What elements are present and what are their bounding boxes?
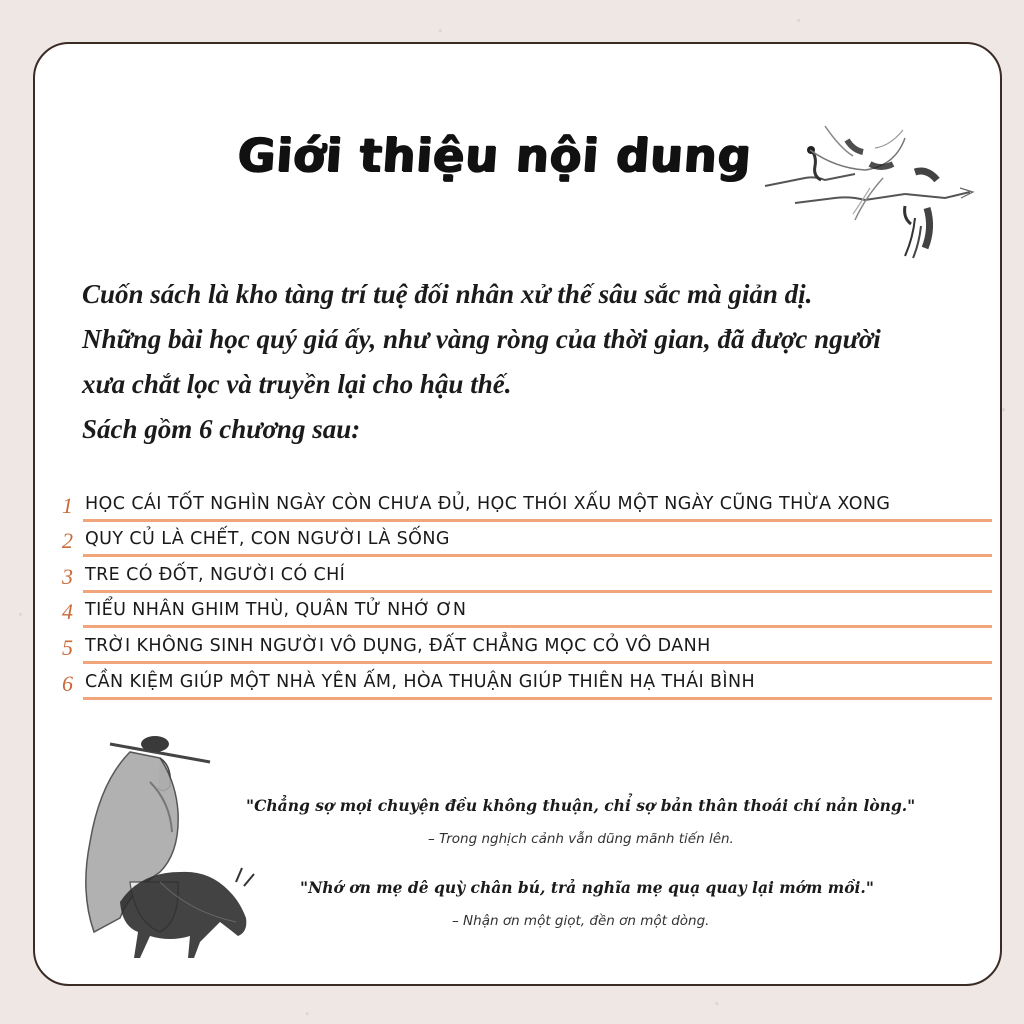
chapter-number: 2 (62, 528, 73, 554)
quote-2-attribution: – Nhận ơn một giọt, đền ơn một dòng. (452, 913, 710, 929)
chapter-title: QUY CỦ LÀ CHẾT, CON NGƯỜI LÀ SỐNG (83, 528, 992, 557)
chapter-title: TRỜI KHÔNG SINH NGƯỜI VÔ DỤNG, ĐẤT CHẲNG MỌC CỎ VÔ DANH (83, 635, 992, 664)
traveler-on-donkey-illustration-icon (60, 722, 260, 962)
intro-paragraph (82, 272, 982, 452)
chapter-list (52, 486, 992, 700)
chapter-item (52, 486, 992, 522)
chapter-item (52, 557, 992, 593)
chapter-title: TRE CÓ ĐỐT, NGƯỜI CÓ CHÍ (83, 564, 992, 593)
chapter-item (52, 522, 992, 558)
chapter-title: TIỂU NHÂN GHIM THÙ, QUÂN TỬ NHỚ ƠN (83, 599, 992, 628)
chapter-item (52, 593, 992, 629)
intro-line-1: Cuốn sách là kho tàng trí tuệ đối nhân xử thế sâu sắc mà giản dị. (82, 279, 813, 309)
chapter-title: HỌC CÁI TỐT NGHÌN NGÀY CÒN CHƯA ĐỦ, HỌC THÓI XẤU MỘT NGÀY CŨNG THỪA XONG (83, 493, 992, 522)
cranes-illustration-icon (755, 108, 980, 263)
chapter-item (52, 664, 992, 700)
chapter-number: 3 (62, 563, 73, 589)
intro-line-3: xưa chắt lọc và truyền lại cho hậu thế. (82, 369, 512, 399)
page-title: Giới thiệu nội dung (236, 128, 754, 182)
chapter-number: 4 (62, 599, 73, 625)
chapter-number: 6 (62, 670, 73, 696)
chapter-title: CẦN KIỆM GIÚP MỘT NHÀ YÊN ẤM, HÒA THUẬN GIÚP THIÊN HẠ THÁI BÌNH (83, 671, 992, 700)
quote-2: "Nhớ ơn mẹ dê quỳ chân bú, trả nghĩa mẹ quạ quay lại mớm mồi." (300, 878, 874, 897)
chapters-lead: Sách gồm 6 chương sau: (82, 414, 361, 444)
chapter-item (52, 628, 992, 664)
chapter-number: 5 (62, 634, 73, 660)
intro-line-2: Những bài học quý giá ấy, như vàng ròng của thời gian, đã được người (82, 324, 881, 354)
chapter-number: 1 (62, 492, 73, 518)
quote-1: "Chẳng sợ mọi chuyện đều không thuận, chỉ sợ bản thân thoái chí nản lòng." (246, 796, 916, 815)
quote-1-attribution: – Trong nghịch cảnh vẫn dũng mãnh tiến lên. (428, 831, 734, 847)
